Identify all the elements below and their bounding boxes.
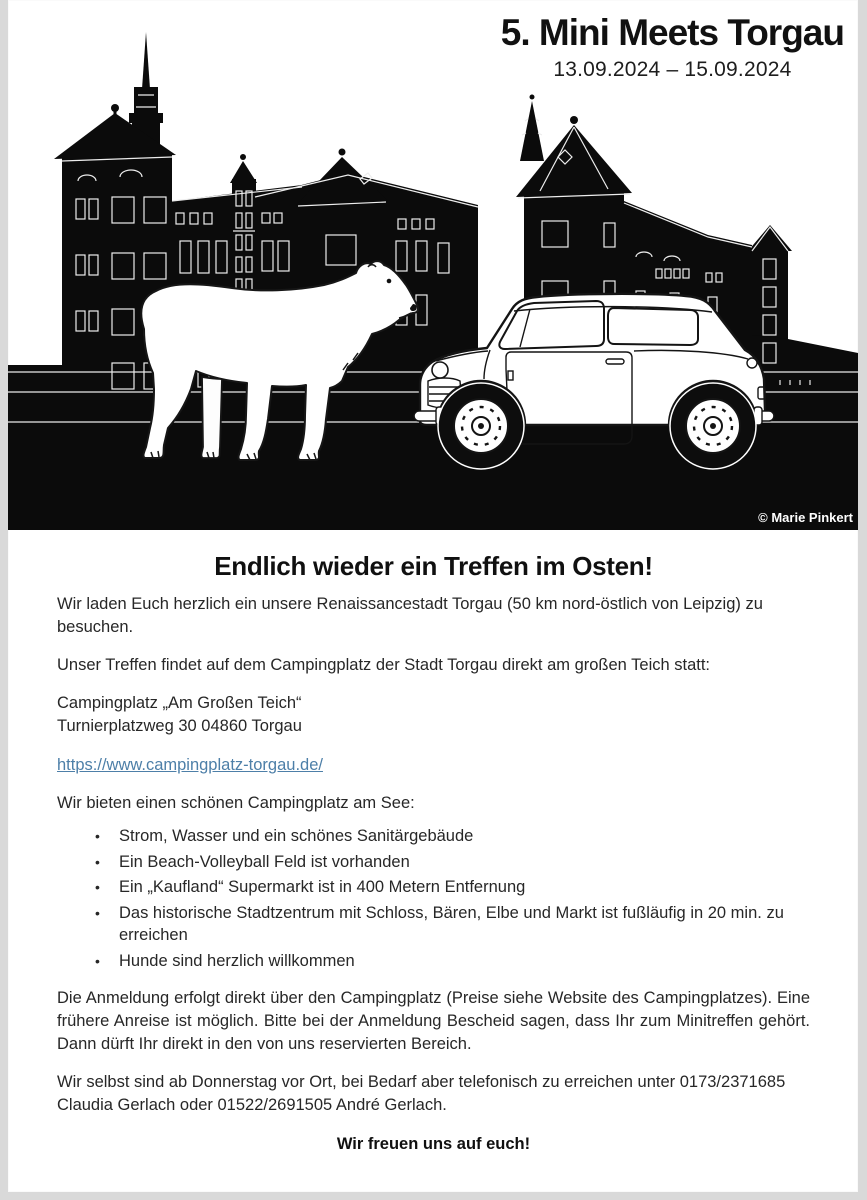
section-heading: Endlich wieder ein Treffen im Osten! — [214, 551, 653, 581]
amenities-intro: Wir bieten einen schönen Campingplatz am See: — [57, 794, 415, 812]
amenity-item: • Das historische Stadtzentrum mit Schloss, Bären, Elbe und Markt ist fußläufig in 20 min. zu erreichen — [111, 902, 810, 947]
header-block — [501, 12, 844, 82]
address-street: Turnierplatzweg 30 04860 Torgau — [57, 717, 302, 735]
flyer-body — [8, 551, 858, 1156]
event-title: 5. Mini Meets Torgau — [500, 12, 844, 53]
venue-paragraph: Unser Treffen findet auf dem Campingplatz der Stadt Torgau direkt am großen Teich statt: — [57, 656, 711, 674]
amenities-list — [57, 825, 810, 972]
intro-paragraph: Wir laden Euch herzlich ein unsere Renaissancestadt Torgau (50 km nord-östlich von Leipzig) zu besuchen. — [57, 595, 763, 636]
flyer-page — [8, 0, 858, 1192]
front-wheel — [438, 383, 524, 469]
amenity-item: • Hunde sind herzlich willkommen — [111, 950, 810, 973]
amenity-item: • Ein Beach-Volleyball Feld ist vorhanden — [111, 851, 810, 874]
event-dates: 13.09.2024 – 15.09.2024 — [553, 57, 792, 81]
contact-paragraph: Wir selbst sind ab Donnerstag vor Ort, bei Bedarf aber telefonisch zu erreichen unter 0173/2371685 Claudia Gerlach oder 01522/2691505 André Gerlach. — [57, 1073, 786, 1114]
illustration — [8, 84, 858, 530]
amenity-item: • Strom, Wasser und ein schönes Sanitärgebäude — [111, 825, 810, 848]
flyer-header — [8, 0, 858, 84]
closing-line: Wir freuen uns auf euch! — [336, 1135, 531, 1153]
torgau-illustration — [8, 29, 858, 530]
amenity-item: • Ein „Kaufland“ Supermarkt ist in 400 Metern Entfernung — [111, 876, 810, 899]
registration-paragraph: Die Anmeldung erfolgt direkt über den Campingplatz (Preise siehe Website des Campingplatzes). Eine frühere Anreise ist möglich. Bitte bei der Anmeldung Bescheid sagen, dass Ihr zum Minitreffen gehört. Dann dürft Ihr direkt in den von uns reservierten Bereich. — [57, 989, 810, 1053]
address-name: Campingplatz „Am Großen Teich“ — [57, 694, 302, 712]
artist-credit: © Marie Pinkert — [758, 510, 853, 525]
campingplatz-link[interactable]: https://www.campingplatz-torgau.de/ — [57, 756, 323, 774]
rear-wheel — [670, 383, 756, 469]
address-block — [57, 692, 810, 738]
